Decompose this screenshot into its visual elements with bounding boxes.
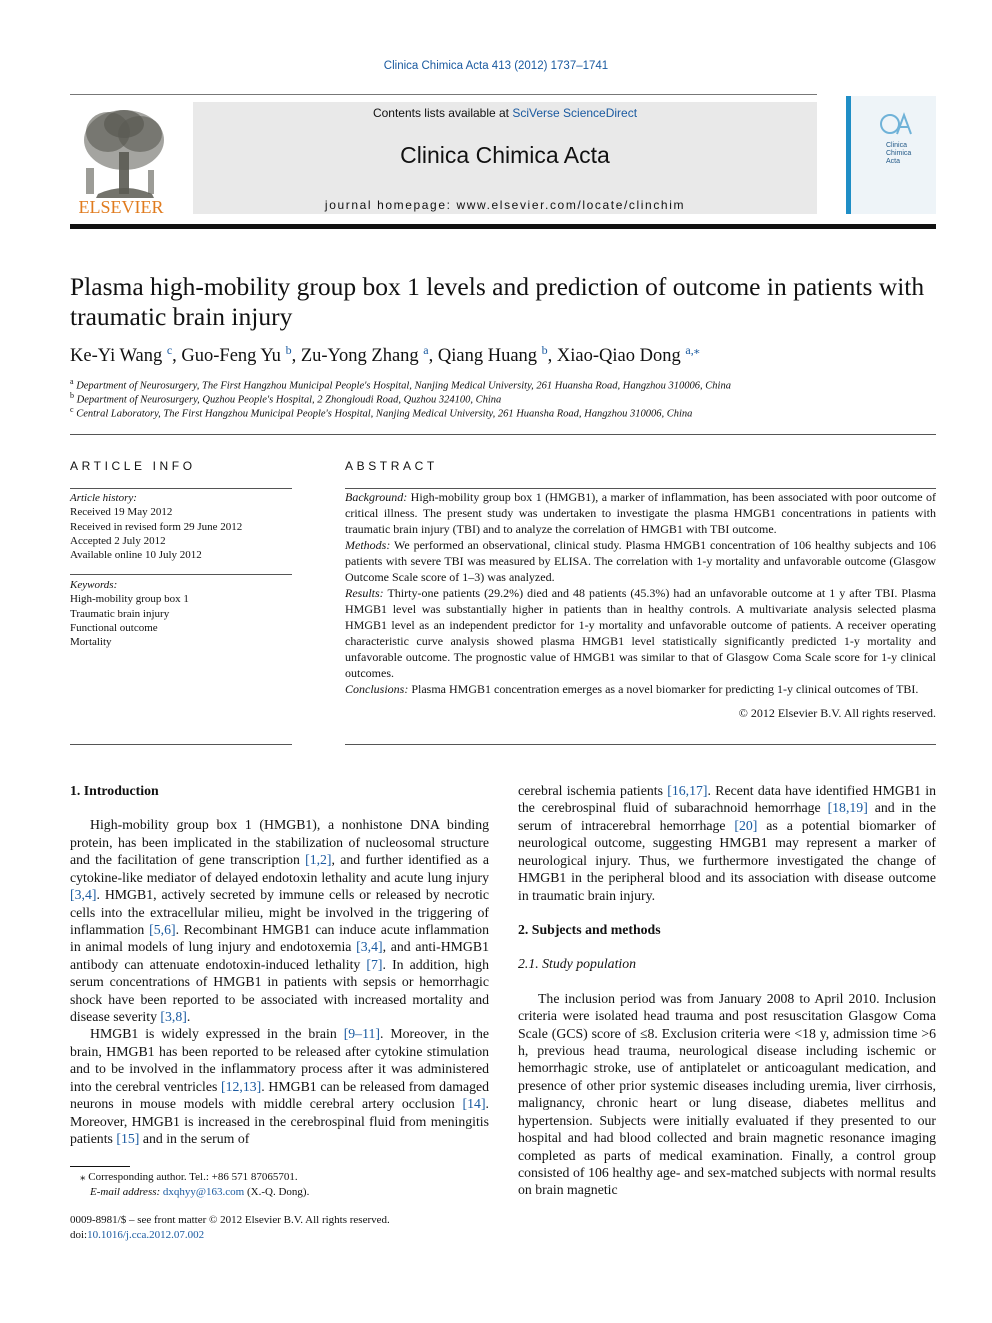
citation-link[interactable]: [1,2]	[305, 852, 332, 868]
abstract-text: Plasma HMGB1 concentration emerges as a novel biomarker for predicting 1-y clinical outcomes of TBI.	[408, 682, 919, 696]
text: . Moreover, in the brain, HMGB1 has been reported to be released after cytokine stimulation and to be involved in the inflammatory process after it was administered into the cerebral ventricles	[70, 1026, 489, 1094]
abstract-text: We performed an observational, clinical study. Plasma HMGB1 concentration of 106 healthy subjects and 106 patients with severe TBI was measured by ELISA. The correlation with 1-y mortality and unfavorable outcome (Glasgow Outcome Scale score of 1–3) was analyzed.	[345, 538, 936, 584]
text: and in the serum of	[139, 1131, 250, 1147]
keyword: Traumatic brain injury	[70, 607, 170, 620]
email-label: E-mail address:	[90, 1186, 161, 1198]
author-affiliation-mark[interactable]: a	[423, 343, 429, 357]
section-heading: 1. Introduction	[70, 783, 159, 798]
abstract-methods	[345, 537, 936, 585]
affiliation	[70, 377, 731, 392]
text: .	[186, 1009, 191, 1025]
cover-title-line: Chimica	[886, 150, 912, 157]
citation-link[interactable]: [15]	[116, 1131, 140, 1147]
text: . In addition, high serum concentrations of HMGB1 in patients with sepsis or hemorrhagic shock have been reported to be associated with increased mortality and disease severity	[70, 956, 489, 1025]
header-thick-rule	[70, 224, 936, 229]
author-name[interactable]: Ke-Yi Wang	[70, 346, 163, 367]
body-right-column	[518, 782, 936, 1199]
citation-link[interactable]: [18,19]	[827, 800, 868, 816]
paragraph: The inclusion period was from January 2008 to April 2010. Inclusion criteria were isolated head trauma and post resuscitation Glasgow Coma Scale (GCS) score of ≤8. Exclusion criteria were <18 y, admission time >6 h, previous head trauma, neurological disease including ischemic or hemorrhagic stroke, use of antiplatelet or anticoagulant medication, and presence of other prior systemic diseases including uremia, liver cirrhosis, malignancy, chronic heart or lung disease, diabetes mellitus and hypertension. Subjects were initially evaluated if they presented to our hospital and had blood collected and brain magnetic resonance imaging completed as parts of medical examination. Finally, a control group consisted of 106 healthy age- and sex-matched subjects with normal results on brain magnetic	[518, 990, 936, 1198]
footnote-text: Corresponding author. Tel.: +86 571 87065701.	[85, 1171, 298, 1183]
citation-link[interactable]: [3,4]	[70, 887, 97, 903]
homepage-line	[193, 198, 817, 212]
elsevier-tree-icon	[68, 102, 174, 217]
doi-line	[70, 1228, 570, 1243]
footnote-rule	[70, 1166, 130, 1167]
text: . Recombinant HMGB1 can induce acute inflammation in animal models of lung injury and endotoxemia	[70, 921, 489, 955]
text: . Moreover, HMGB1 is increased in the cerebrospinal fluid from meningitis patients	[70, 1096, 489, 1147]
abstract-label: Background:	[345, 490, 408, 504]
affiliation-mark: c	[70, 405, 74, 414]
paragraph	[70, 1025, 489, 1147]
citation-link[interactable]: [14]	[462, 1096, 486, 1112]
header-rule	[70, 94, 817, 95]
text: . Recent data have identified HMGB1 in the cerebrospinal fluid of subarachnoid hemorrhage	[518, 783, 937, 816]
citation-link[interactable]: [9–11]	[343, 1026, 380, 1042]
history-item: Received in revised form 29 June 2012	[70, 520, 243, 533]
email-note	[70, 1185, 489, 1200]
citation-link[interactable]: [12,13]	[221, 1078, 262, 1094]
affiliation-text: Department of Neurosurgery, The First Hangzhou Municipal People's Hospital, Nanjing Medical University, 261 Huansha Road, Hangzhou 310006, China	[76, 380, 731, 392]
abstract-body	[345, 489, 936, 721]
body-left-column	[70, 782, 489, 1147]
text: . HMGB1, actively secreted by immune cells or released by necrotic cells into the extracellular milieu, might be involved in the triggering of inflammation	[70, 887, 489, 937]
history-item: Received 19 May 2012	[70, 506, 173, 519]
elsevier-logo-text: ELSEVIER	[78, 197, 164, 217]
journal-reference-link[interactable]: Clinica Chimica Acta 413 (2012) 1737–1741	[383, 60, 609, 72]
homepage-prefix: journal homepage:	[324, 198, 457, 212]
citation-link[interactable]: [3,8]	[160, 1009, 187, 1025]
text: High-mobility group box 1 (HMGB1), a nonhistone DNA binding protein, has been implicated in the stabilization of nucleosomal structure and the facilitation of gene transcription	[70, 817, 489, 868]
email-suffix: (X.-Q. Dong).	[244, 1186, 310, 1198]
journal-cover-image	[846, 96, 936, 214]
corresponding-author-note	[70, 1170, 489, 1185]
author-name[interactable]: Qiang Huang	[437, 346, 538, 367]
sciencedirect-link[interactable]: SciVerse ScienceDirect	[512, 106, 638, 120]
author-name[interactable]: Guo-Feng Yu	[181, 346, 281, 367]
author-name[interactable]: Xiao-Qiao Dong	[556, 346, 681, 367]
affiliation-text: Central Laboratory, The First Hangzhou Municipal People's Hospital, Nanjing Medical University, 261 Huansha Road, Hangzhou 310006, China	[76, 408, 693, 420]
citation-link[interactable]: [7]	[366, 956, 383, 972]
cover-title	[886, 142, 911, 166]
affiliation	[70, 405, 692, 420]
citation-link[interactable]: [3,4]	[356, 939, 383, 955]
keyword: High-mobility group box 1	[70, 593, 189, 606]
journal-title: Clinica Chimica Acta	[400, 142, 610, 168]
affiliation-mark: b	[70, 391, 74, 400]
text: and in the serum of intracerebral hemorrhage	[518, 800, 937, 833]
doi-label: doi:	[70, 1228, 88, 1241]
cover-title-line: Acta	[886, 158, 901, 165]
author-list: Ke-Yi Wang $^c$, Guo-Feng Yu $^b$, Zu-Yong Zhang $^a$, Qiang Huang $^b$, Xiao-Qiao Dong $^{a,⁎}$	[70, 343, 700, 367]
abstract-heading: ABSTRACT	[345, 459, 438, 473]
history-item: Accepted 2 July 2012	[70, 534, 166, 547]
issn-line: 0009-8981/$ – see front matter © 2012 Elsevier B.V. All rights reserved.	[70, 1214, 390, 1226]
copyright: © 2012 Elsevier B.V. All rights reserved.	[738, 706, 936, 720]
paragraph	[518, 782, 936, 904]
keywords	[70, 578, 292, 649]
text: , and further identified as a cytokine-like mediator of delayed endotoxin lethality and acute lung injury	[70, 852, 489, 885]
cover-monogram-icon	[879, 112, 913, 138]
text: cerebral ischemia patients	[518, 783, 668, 798]
abstract-label: Methods:	[345, 538, 391, 552]
footnote	[70, 1170, 489, 1200]
affiliation-mark: a	[70, 377, 74, 386]
doi-link[interactable]: 10.1016/j.cca.2012.07.002	[87, 1228, 205, 1241]
affiliation-text: Department of Neurosurgery, Quzhou People's Hospital, 2 Zhongloudi Road, Quzhou 324100, China	[76, 394, 502, 406]
journal-banner	[193, 102, 817, 214]
history-label: Article history:	[70, 492, 137, 504]
author-affiliation-mark[interactable]: a,⁎	[685, 343, 700, 357]
article-title: Plasma high-mobility group box 1 levels and prediction of outcome in patients with traumatic brain injury	[70, 272, 925, 331]
text: HMGB1 is widely expressed in the brain	[90, 1026, 344, 1042]
text: . HMGB1 can be released from damaged neurons in mouse models with middle cerebral artery occlusion	[70, 1078, 489, 1112]
keyword: Functional outcome	[70, 621, 158, 634]
author-name[interactable]: Zu-Yong Zhang	[300, 346, 419, 367]
abstract-rule	[345, 744, 936, 745]
article-info-rule	[70, 744, 292, 745]
journal-cover-panel	[851, 96, 936, 214]
keyword: Mortality	[70, 636, 112, 649]
author-affiliation-mark[interactable]: c	[166, 343, 173, 357]
contents-line	[193, 106, 817, 120]
article-info-rule	[70, 574, 292, 575]
history-item: Available online 10 July 2012	[70, 549, 202, 562]
email-link[interactable]: dxqhyy@163.com	[162, 1186, 245, 1198]
abstract-background	[345, 489, 936, 537]
keywords-label: Keywords:	[70, 579, 118, 591]
text: , and anti-HMGB1 antibody can attenuate endotoxin-induced lethality	[70, 939, 489, 972]
footnote-mark: ⁎	[80, 1171, 86, 1183]
citation-link[interactable]: [5,6]	[149, 921, 176, 937]
homepage-link[interactable]: www.elsevier.com/locate/clinchim	[456, 198, 686, 212]
elsevier-logo	[68, 102, 174, 217]
citation-link[interactable]: [16,17]	[667, 783, 708, 798]
cover-title-line: Clinica	[886, 142, 908, 149]
section-rule	[70, 434, 936, 435]
article-history	[70, 491, 292, 562]
author-affiliation-mark[interactable]: b	[285, 343, 292, 357]
abstract-label: Results:	[345, 586, 384, 600]
abstract-conclusions	[345, 681, 936, 697]
section-heading: 2. Subjects and methods	[518, 921, 661, 937]
article-info-heading: ARTICLE INFO	[70, 459, 196, 473]
article-info-rule	[70, 488, 292, 489]
affiliation	[70, 391, 501, 406]
front-matter-info	[70, 1213, 570, 1242]
text: as a potential biomarker of neurological outcome, suggesting HMGB1 may represent a marker of neurological injury. Thus, we furthermore investigated the change of HMGB1 in the peripheral blood and its association with disease outcome in traumatic brain injury.	[518, 817, 936, 903]
paragraph	[70, 816, 489, 1025]
abstract-text: High-mobility group box 1 (HMGB1), a marker of inflammation, has been associated with poor outcome of critical illness. The present study was undertaken to investigate the plasma HMGB1 concentrations in patients with traumatic brain injury (TBI) and to analyze the correlation of HMGB1 with TBI outcome.	[345, 490, 936, 536]
author-affiliation-mark[interactable]: b	[541, 343, 548, 357]
citation-link[interactable]: [20]	[734, 817, 758, 833]
abstract-results	[345, 585, 936, 681]
contents-prefix: Contents lists available at	[372, 106, 513, 120]
abstract-text: Thirty-one patients (29.2%) died and 48 patients (45.3%) had an unfavorable outcome at 1 y after TBI. Plasma HMGB1 level was substantially higher in patients than in healthy controls. A multivariate analysis selected plasma HMGB1 level as an independent predictor for 1-y mortality and unfavorable outcome of patients. A receiver operating characteristic curve analysis showed plasma HMGB1 level statistically significantly predicted 1-y mortality and unfavorable outcome. The prognostic value of HMGB1 was similar to that of Glasgow Coma Scale score for 1-y clinical outcomes.	[345, 586, 936, 680]
subsection-heading: 2.1. Study population	[518, 956, 637, 972]
abstract-label: Conclusions:	[345, 682, 409, 696]
